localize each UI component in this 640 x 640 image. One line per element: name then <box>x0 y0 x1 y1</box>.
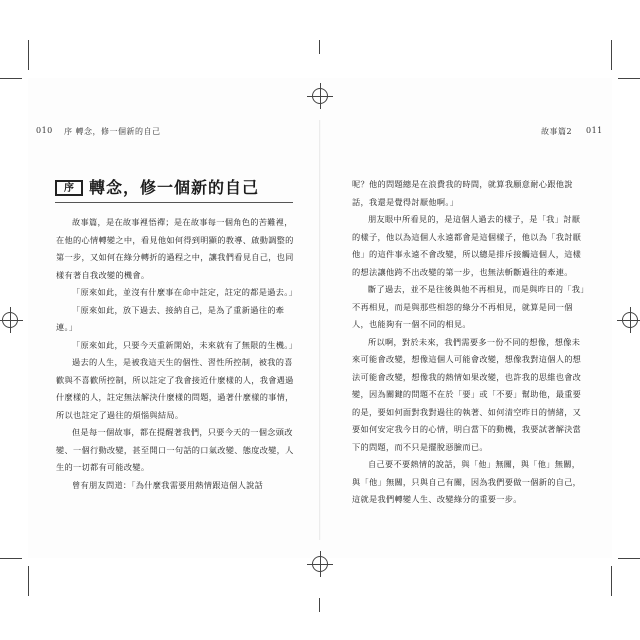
crop-mark <box>28 566 29 596</box>
paragraph: 「原來如此，並沒有什麼事在命中註定，註定的都是過去。」 <box>72 287 298 297</box>
page-fold <box>319 120 321 540</box>
chapter-title <box>55 176 295 200</box>
left-running-head: 序 轉念，修一個新的自己 <box>64 127 161 136</box>
chapter-title-text: 轉念，修一個新的自己 <box>89 178 260 197</box>
paragraph: 「原來如此，放下過去、接納自己，是為了重新過往的牽連。」 <box>56 304 285 332</box>
paragraph: 朋友眼中所看見的，是這個人過去的樣子，是「我」討厭的樣子，他以為這個人永遠都會是這個樣子，他以為「我討厭他」的這件事永遠不會改變，所以總是排斥接觸這個人，這樣的想法讓他跨不出改變的第一步，也無法斬斷過往的牽連。 <box>352 214 582 277</box>
paragraph: 但是每一個故事，都在提醒著我們，只要今天的一個念頭改變、一個行動改變，甚至開口一句話的口氣改變、態度改變，人生的一切都有可能改變。 <box>56 427 294 472</box>
right-page-number: 011 <box>586 126 603 135</box>
paragraph: 過去的人生，是被我這天生的個性、習性所控制，被我的喜歡與不喜歡所控制，所以註定了我會接近什麼樣的人，我會遇過什麼樣的人，註定無法解決什麼樣的問題，過著什麼樣的事情，所以也註定了過往的煩惱與結局。 <box>56 357 294 420</box>
paragraph: 「原來如此，只要今天重新開始，未來就有了無限的生機。」 <box>72 339 298 350</box>
registration-mark-icon <box>312 556 328 572</box>
paragraph: 呢？他的問題總是在浪費我的時間，就算我願意耐心跟他說話，我還是覺得討厭他啊。」 <box>352 179 573 207</box>
paragraph: 斷了過去，並不是往後與他不再相見，而是與昨日的「我」不再相見，而是與那些相怨的綠分不再相見，就算是同一個人，也能夠有一個不同的相見。 <box>352 284 585 329</box>
paragraph: 故事篇，是在故事裡悟禪；是在故事每一個角色的苦難裡，在他的心情轉變之中，看見他如何得到明顯的教導、啟動調整的第一步，又如何在綠分轉折的過程之中，讓我們看見自己，也同樣有著自我改變的機會。 <box>56 217 294 280</box>
crop-mark <box>319 598 320 612</box>
left-page-number: 010 <box>36 126 53 135</box>
paragraph: 所以啊，對於未來，我們需要多一份不同的想像，想像未來可能會改變，想像這個人可能會改變，想像我對這個人的想法可能會改變，想像我的熱情如果改變，也許我的思維也會改變，因為關鍵的問題不在於「要」或「不要」幫助他，最重要的是，要如何面對我對過往的執著、如何清空昨日的情緒，又要如何安定我今日的心情，明白當下的動機，我要試著解決當下的問題，而不只是擺脫惡臉而已。 <box>352 336 582 452</box>
paragraph: 曾有朋友問道：「為什麼我需要用熱情跟這個人說話 <box>72 479 264 490</box>
right-page-body <box>352 176 588 509</box>
crop-mark <box>618 558 640 559</box>
paragraph: 自己要不要熱情的說話，與「他」無關，與「他」無關，與「他」無關，只與自己有關，因為我們要做一個新的自己，這就是我們轉變人生、改變綠分的重要一步。 <box>352 459 582 504</box>
preface-badge: 序 <box>55 180 83 196</box>
left-page-body <box>56 214 298 494</box>
crop-mark <box>0 558 22 559</box>
crop-mark <box>319 40 320 54</box>
registration-mark-icon <box>312 88 328 104</box>
right-running-head: 故事篇2 <box>541 127 573 136</box>
registration-mark-icon <box>2 312 18 328</box>
crop-mark <box>611 40 612 70</box>
registration-mark-icon <box>622 312 638 328</box>
crop-mark <box>0 78 22 79</box>
crop-mark <box>28 40 29 70</box>
crop-mark <box>611 566 612 596</box>
title-divider <box>55 202 293 203</box>
crop-mark <box>618 78 640 79</box>
